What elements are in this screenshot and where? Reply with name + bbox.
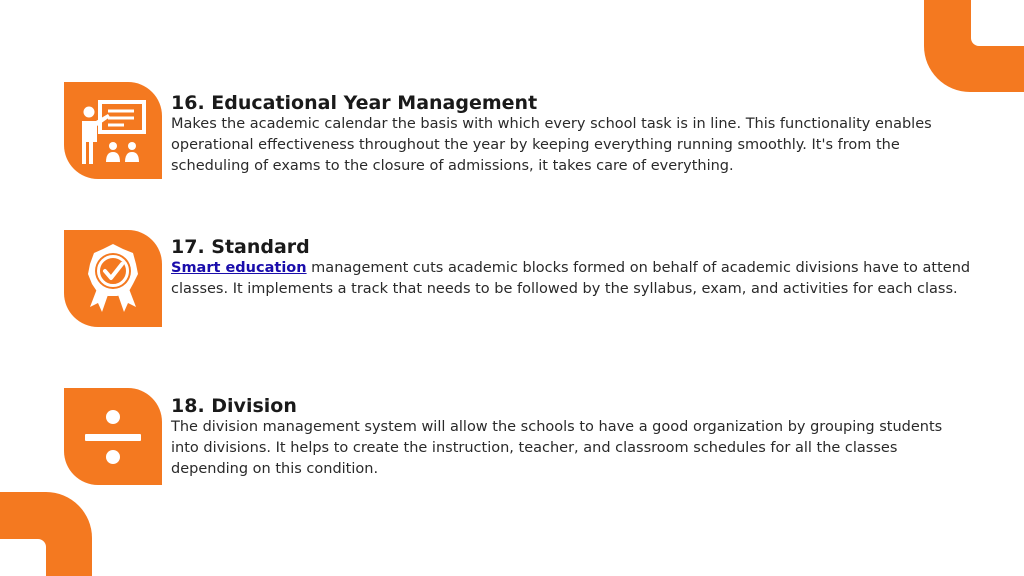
division-icon xyxy=(81,405,145,469)
feature-title: 17. Standard xyxy=(171,236,310,258)
corner-decoration-bottom-left xyxy=(0,492,92,576)
feature-block-17 xyxy=(171,236,971,300)
feature-description: The division management system will allow the schools to have a good organization by grouping students into divisions. It helps to create the instruction, teacher, and classroom schedules for all the classes depending on this condition. xyxy=(171,419,943,477)
feature-description xyxy=(171,258,971,300)
feature-title: 16. Educational Year Management xyxy=(171,92,538,114)
smart-education-link[interactable]: Smart education xyxy=(171,260,307,276)
award-badge-icon xyxy=(78,241,148,317)
feature-description: Makes the academic calendar the basis with which every school task is in line. This functionality enables operational effectiveness throughout the year by keeping everything running smoothly. It's from the scheduling of exams to the closure of admissions, it takes care of everything. xyxy=(171,116,932,174)
feature-icon-box-18 xyxy=(64,388,162,485)
feature-icon-box-16 xyxy=(64,82,162,179)
feature-block-18 xyxy=(171,395,971,480)
corner-decoration-top-right xyxy=(924,0,1024,92)
feature-icon-box-17 xyxy=(64,230,162,327)
feature-title: 18. Division xyxy=(171,395,297,417)
feature-description-text: management cuts academic blocks formed on behalf of academic divisions have to attend classes. It implements a track that needs to be followed by the syllabus, exam, and activities for each class. xyxy=(171,260,971,297)
teacher-presentation-icon xyxy=(78,96,148,166)
feature-block-16 xyxy=(171,92,971,177)
